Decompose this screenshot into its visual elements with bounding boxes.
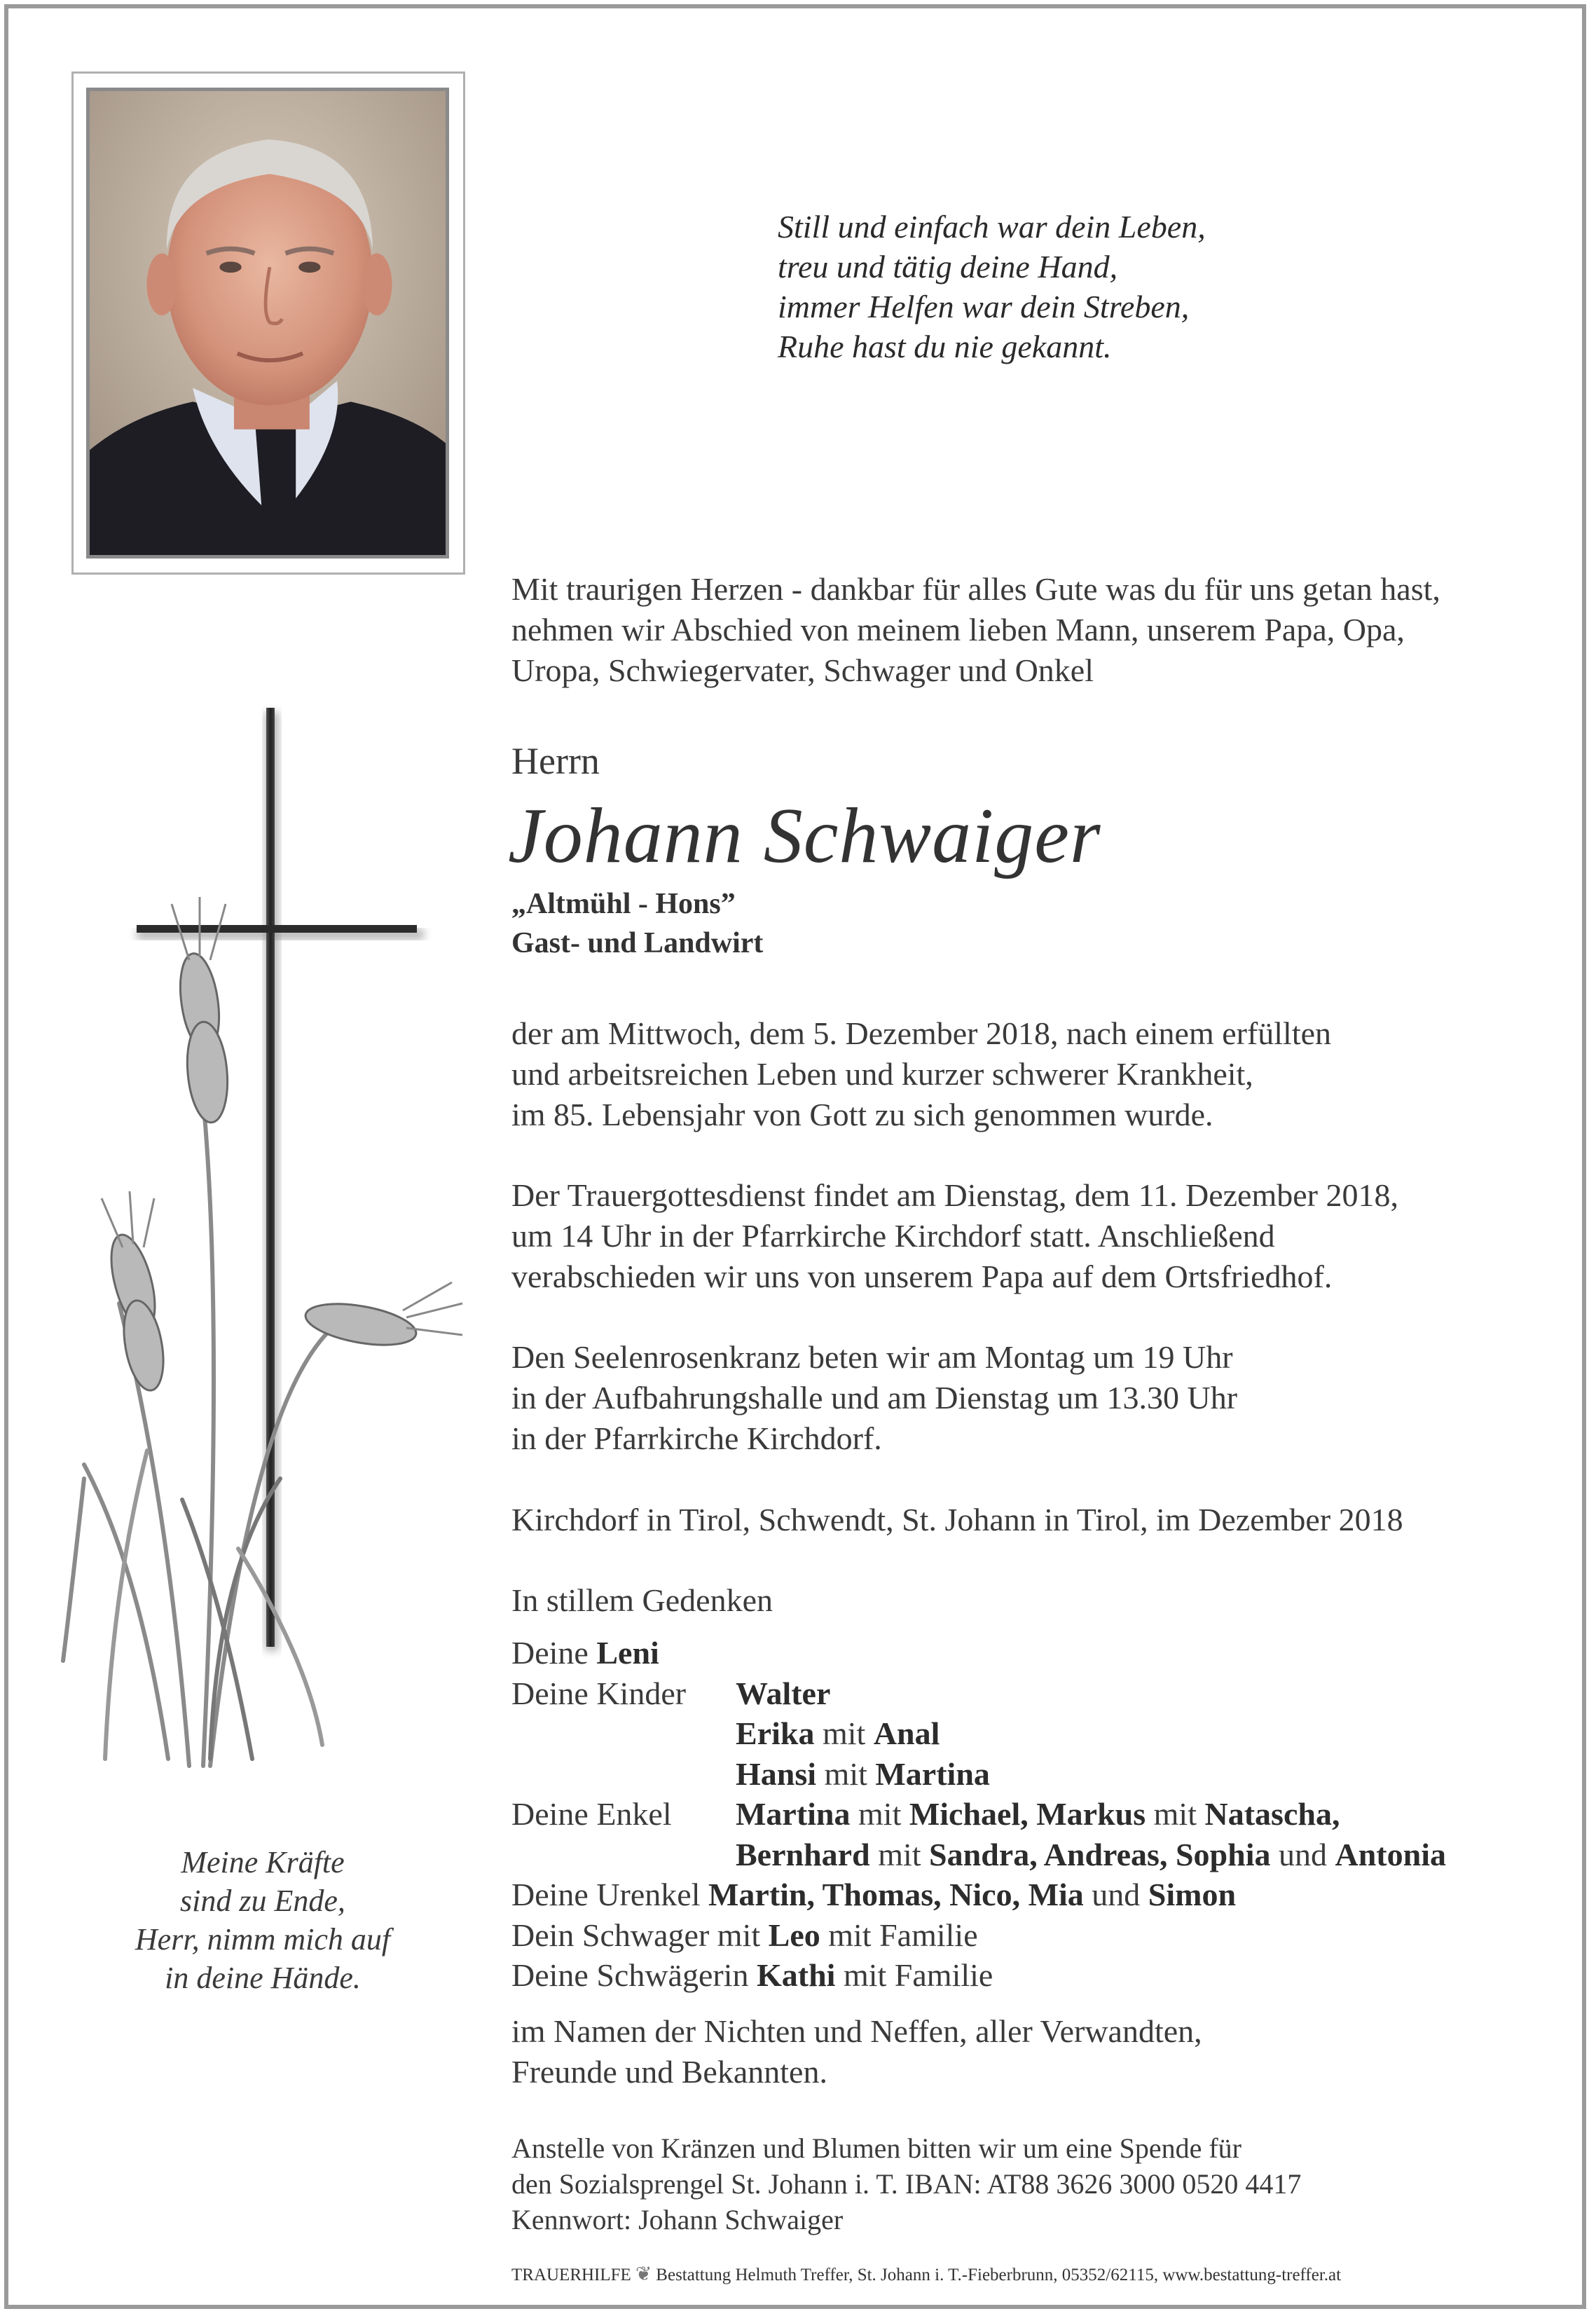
family-row-brother-in-law [511,1915,1446,1956]
family-name: Natascha, [1204,1796,1340,1832]
rosary-line: in der Aufbahrungshalle und am Dienstag um 13.30 Uhr [511,1380,1238,1416]
side-verse-line: in deine Hände. [165,1961,361,1995]
family-row-sister-in-law [511,1955,1446,1996]
side-verse-line: Meine Kräfte [181,1845,345,1879]
side-verse-line: Herr, nimm mich auf [135,1922,391,1957]
rosary-line: in der Pfarrkirche Kirchdorf. [511,1420,882,1456]
motto-line: Ruhe hast du nie gekannt. [778,329,1112,364]
intro-line: Uropa, Schwiegervater, Schwager und Onkel [511,652,1094,688]
wheat-awns-icon [102,897,462,1335]
intro-line: nehmen wir Abschied von meinem lieben Mann, unserem Papa, Opa, [511,612,1405,647]
family-label-spacer [511,1754,736,1795]
family-name: Kathi [757,1957,836,1993]
family-name: Leni [596,1635,659,1671]
cross-icon [137,708,424,1651]
family-label-spacer [511,1713,736,1754]
family-name: Martina [736,1796,851,1832]
family-connector: und [1083,1877,1148,1912]
rosary-line: Den Seelenrosenkranz beten wir am Montag um 19 Uhr [511,1339,1233,1375]
family-connector: mit [1146,1796,1205,1832]
rosary-info [511,1337,1541,1459]
family-list [511,1633,1446,1996]
family-name: Martin, Thomas, Nico, Mia [708,1877,1084,1912]
family-label: Deine [511,1635,597,1671]
remembrance [511,1580,1541,1621]
funeral-home-imprint [511,2262,1341,2286]
family-row-grandchildren [511,1794,1446,1835]
family-name: Hansi [736,1755,817,1792]
wheat-icon [63,1100,336,1766]
place-date [511,1500,1541,1540]
family-connector: mit Familie [835,1957,993,1993]
funeral-service [511,1175,1541,1297]
wheat-ear-icon [103,951,420,1393]
family-label: Deine Kinder [511,1675,687,1711]
family-label: Deine Schwägerin [511,1957,757,1993]
donation-note [511,2130,1301,2238]
family-connector: und [1270,1836,1335,1872]
motto-verse [778,207,1408,366]
service-line: Der Trauergottesdienst findet am Dienstag, dem 11. Dezember 2018, [511,1177,1398,1213]
family-label: Dein Schwager mit [511,1917,769,1953]
nickname: „Altmühl - Hons” [511,888,736,920]
intro-line: Mit traurigen Herzen - dankbar für alles Gute was du für uns getan hast, [511,571,1440,607]
imprint-details: Bestattung Helmuth Treffer, St. Johann i. T.-Fieberbrunn, 05352/62115, www.bestattung-treffer.at [656,2266,1342,2284]
occupation: Gast- und Landwirt [511,927,764,959]
death-notice-line: der am Mittwoch, dem 5. Dezember 2018, nach einem erfüllten [511,1015,1332,1051]
family-name: Sandra, Andreas, Sophia [929,1836,1271,1872]
donation-line: Kennwort: Johann Schwaiger [511,2204,844,2235]
death-notice-line: im 85. Lebensjahr von Gott zu sich genommen wurde. [511,1097,1213,1132]
imprint-brand: TRAUERHILFE [511,2266,631,2284]
donation-line: Anstelle von Kränzen und Blumen bitten wir um eine Spende für [511,2132,1241,2164]
leaf-icon: ❦ [635,2263,652,2285]
closing-line: Freunde und Bekannten. [511,2054,827,2090]
family-name: Leo [768,1917,820,1953]
family-name: Walter [736,1675,831,1711]
closing-text [511,2011,1541,2092]
family-label: Deine Urenkel [511,1877,708,1912]
intro-text [511,569,1541,691]
deceased-name: Johann Schwaiger [508,793,1101,879]
motto-line: immer Helfen war dein Streben, [778,289,1190,324]
portrait-photo [86,88,449,559]
donation-line: den Sozialsprengel St. Johann i. T. IBAN: AT88 3626 3000 0520 4417 [511,2168,1302,2200]
family-name: Michael, Markus [909,1796,1146,1832]
family-row-wife [511,1633,1446,1673]
family-name: Bernhard [736,1836,870,1872]
service-line: um 14 Uhr in der Pfarrkirche Kirchdorf statt. Anschließend [511,1218,1275,1254]
family-label-spacer [511,1835,736,1875]
portrait-frame [71,71,465,575]
side-verse [77,1843,448,1997]
motto-line: Still und einfach war dein Leben, [778,209,1206,245]
family-name: Erika [736,1715,815,1751]
deceased-details [511,884,763,963]
family-name: Martina [875,1755,990,1792]
death-notice [511,1013,1541,1135]
place-date-line: Kirchdorf in Tirol, Schwendt, St. Johann in Tirol, im Dezember 2018 [511,1502,1403,1537]
death-notice-line: und arbeitsreichen Leben und kurzer schwerer Krankheit, [511,1056,1253,1092]
service-line: verabschieden wir uns von unserem Papa auf dem Ortsfriedhof. [511,1259,1333,1294]
salutation: Herrn [511,740,600,782]
motto-line: treu und tätig deine Hand, [778,249,1118,285]
family-name: Simon [1148,1877,1237,1912]
family-row-children [511,1754,1446,1795]
family-row-greatgrandchildren [511,1875,1446,1915]
side-verse-line: sind zu Ende, [180,1884,345,1918]
family-label: Deine Enkel [511,1796,672,1832]
family-row-grandchildren [511,1835,1446,1875]
family-row-children [511,1673,1446,1714]
cross-with-wheat-illustration [42,694,476,1787]
family-connector: mit [814,1715,874,1751]
family-connector: mit [816,1755,876,1792]
family-name: Antonia [1335,1836,1446,1872]
family-row-children [511,1713,1446,1754]
family-name: Anal [873,1715,940,1751]
family-connector: mit [850,1796,909,1832]
closing-line: im Namen der Nichten und Neffen, aller Verwandten, [511,2013,1202,2049]
family-connector: mit [869,1836,930,1872]
remembrance-line: In stillem Gedenken [511,1582,773,1618]
family-connector: mit Familie [820,1917,978,1953]
